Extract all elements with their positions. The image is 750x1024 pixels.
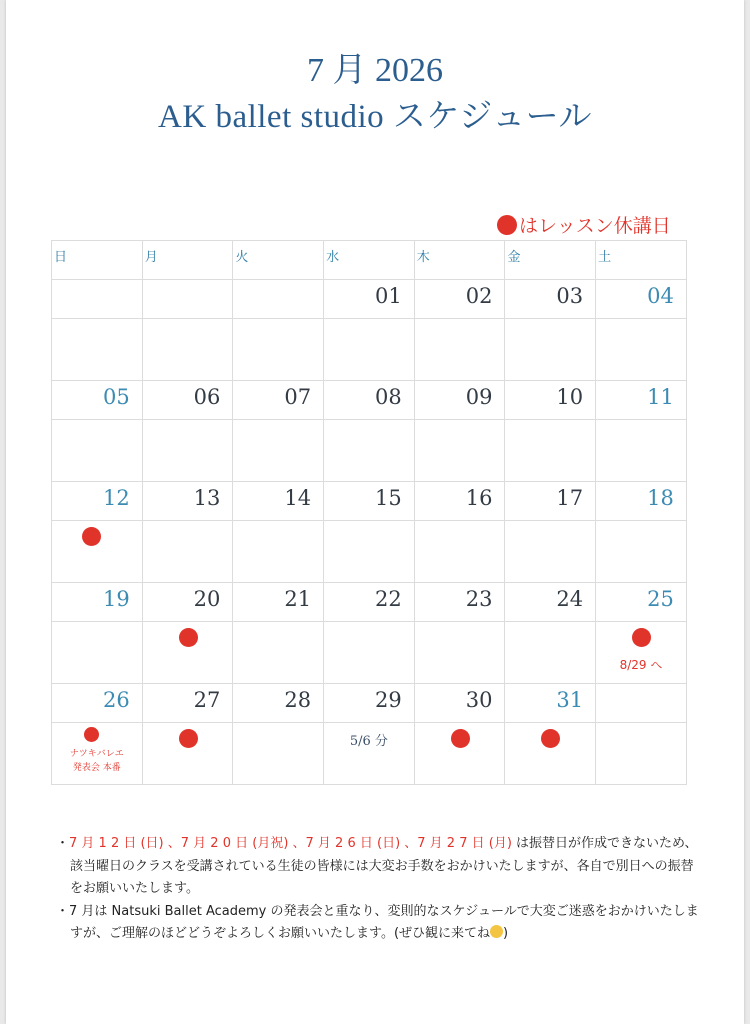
week-3-dates bbox=[52, 482, 687, 521]
day-cell bbox=[324, 482, 415, 521]
day-number: 06 bbox=[193, 385, 221, 409]
day-cell bbox=[233, 583, 324, 622]
recital-note-line2: 発表会 本番 bbox=[72, 763, 121, 773]
note-cell bbox=[414, 521, 505, 583]
day-number: 19 bbox=[102, 587, 130, 611]
day-cell bbox=[233, 381, 324, 420]
day-cell bbox=[505, 381, 596, 420]
week-4-notes bbox=[52, 622, 687, 684]
note-cell bbox=[142, 723, 233, 785]
note-cell bbox=[233, 521, 324, 583]
day-number: 21 bbox=[284, 587, 312, 611]
closed-day-legend bbox=[497, 211, 671, 238]
day-number: 28 bbox=[284, 688, 312, 712]
day-number: 13 bbox=[193, 486, 221, 510]
day-number: 07 bbox=[284, 385, 312, 409]
day-cell bbox=[414, 482, 505, 521]
closed-day-dot-icon bbox=[179, 729, 198, 748]
day-cell bbox=[596, 280, 687, 319]
day-number: 31 bbox=[556, 688, 584, 712]
day-number: 18 bbox=[647, 486, 674, 510]
weekday-cell bbox=[596, 241, 687, 280]
day-number: 03 bbox=[556, 284, 584, 308]
day-cell bbox=[596, 381, 687, 420]
day-cell bbox=[505, 482, 596, 521]
weekday-cell bbox=[233, 241, 324, 280]
day-number: 20 bbox=[193, 587, 221, 611]
note-cell bbox=[233, 319, 324, 381]
day-cell bbox=[505, 583, 596, 622]
note-cell bbox=[596, 622, 687, 684]
day-cell bbox=[142, 482, 233, 521]
day-cell bbox=[52, 381, 143, 420]
day-cell bbox=[142, 684, 233, 723]
day-number: 23 bbox=[465, 587, 493, 611]
legend-text: はレッスン休講日 bbox=[519, 215, 671, 237]
note-cell bbox=[142, 521, 233, 583]
note-cell bbox=[505, 723, 596, 785]
day-cell bbox=[505, 684, 596, 723]
day-number: 09 bbox=[465, 385, 493, 409]
weekday-sun: 日 bbox=[54, 250, 68, 265]
week-1-dates bbox=[52, 280, 687, 319]
day-cell bbox=[414, 583, 505, 622]
recital-note bbox=[52, 747, 142, 775]
weekday-cell bbox=[505, 241, 596, 280]
closed-day-dot-icon bbox=[84, 727, 99, 742]
note-cell bbox=[142, 420, 233, 482]
note-cell bbox=[142, 622, 233, 684]
weekday-fri: 金 bbox=[507, 250, 521, 265]
day-number: 27 bbox=[193, 688, 221, 712]
day-number: 10 bbox=[556, 385, 584, 409]
day-number: 15 bbox=[375, 486, 402, 510]
note-cell bbox=[324, 723, 415, 785]
note-cell bbox=[233, 723, 324, 785]
day-number: 01 bbox=[375, 284, 402, 308]
note-cell bbox=[233, 420, 324, 482]
empty-day-cell bbox=[596, 684, 687, 723]
studio-schedule-title: AK ballet studio スケジュール bbox=[158, 99, 592, 135]
day-cell bbox=[505, 280, 596, 319]
day-cell bbox=[142, 381, 233, 420]
note-cell bbox=[233, 622, 324, 684]
makeup-note-29: 5/6 分 bbox=[349, 734, 388, 749]
note-cell bbox=[324, 420, 415, 482]
day-number: 02 bbox=[465, 284, 493, 308]
closed-day-dot-icon bbox=[179, 628, 198, 647]
weekday-thu: 木 bbox=[416, 250, 430, 265]
weekday-cell bbox=[414, 241, 505, 280]
weekday-sat: 土 bbox=[598, 250, 612, 265]
week-5-dates bbox=[52, 684, 687, 723]
day-cell bbox=[414, 280, 505, 319]
calendar-grid bbox=[51, 240, 687, 785]
note-cell bbox=[505, 420, 596, 482]
day-cell bbox=[324, 583, 415, 622]
day-number: 29 bbox=[375, 688, 402, 712]
closed-day-dot-icon bbox=[82, 527, 101, 546]
note-cell bbox=[596, 420, 687, 482]
month-title: 7 月 2026 bbox=[307, 52, 443, 89]
note-cell bbox=[414, 420, 505, 482]
day-cell bbox=[52, 583, 143, 622]
weekday-wed: 水 bbox=[326, 250, 340, 265]
day-number: 14 bbox=[284, 486, 312, 510]
day-cell bbox=[414, 381, 505, 420]
note-cell bbox=[52, 521, 143, 583]
note-cell bbox=[52, 723, 143, 785]
note-cell bbox=[414, 622, 505, 684]
day-cell bbox=[52, 482, 143, 521]
note-cell bbox=[505, 521, 596, 583]
day-cell bbox=[324, 381, 415, 420]
day-cell bbox=[233, 482, 324, 521]
weekday-header-row bbox=[52, 241, 687, 280]
day-cell bbox=[414, 684, 505, 723]
week-4-dates bbox=[52, 583, 687, 622]
note-cell bbox=[414, 723, 505, 785]
weekday-mon: 月 bbox=[144, 250, 158, 265]
closed-day-dot-icon bbox=[451, 729, 470, 748]
note-cell bbox=[505, 319, 596, 381]
note-cell bbox=[596, 723, 687, 785]
day-number: 11 bbox=[647, 385, 674, 409]
closed-day-dot-icon bbox=[632, 628, 651, 647]
day-number: 30 bbox=[465, 688, 493, 712]
week-2-dates bbox=[52, 381, 687, 420]
empty-day-cell bbox=[142, 280, 233, 319]
note-cell bbox=[596, 521, 687, 583]
day-cell bbox=[233, 684, 324, 723]
weekday-cell bbox=[142, 241, 233, 280]
weekday-tue: 火 bbox=[235, 250, 249, 265]
note-recital-text: 7 月は Natsuki Ballet Academy の発表会と重なり、変則的なスケジュールで大変ご迷惑をおかけいたしますが、ご理解のほどどうぞよろしくお願いいたします。(ぜひ観に来てね bbox=[69, 903, 699, 941]
empty-day-cell bbox=[52, 280, 143, 319]
day-number: 12 bbox=[102, 486, 130, 510]
smile-emoji-icon bbox=[490, 925, 503, 938]
empty-day-cell bbox=[233, 280, 324, 319]
day-cell bbox=[324, 280, 415, 319]
day-number: 17 bbox=[556, 486, 584, 510]
note-closed-dates: 7 月 1 2 日 (日) 、7 月 2 0 日 (月祝) 、7 月 2 6 日 (日) 、7 月 2 7 日 (月) bbox=[69, 836, 512, 851]
note-cell bbox=[414, 319, 505, 381]
day-cell bbox=[596, 482, 687, 521]
day-number: 25 bbox=[647, 587, 674, 611]
day-number: 16 bbox=[465, 486, 493, 510]
note-cell bbox=[142, 319, 233, 381]
note-recital-end: ) bbox=[503, 926, 509, 941]
closed-dot-icon bbox=[497, 215, 517, 235]
closed-day-dot-icon bbox=[541, 729, 560, 748]
weekday-cell bbox=[52, 241, 143, 280]
note-cell bbox=[52, 622, 143, 684]
day-number: 04 bbox=[647, 284, 674, 308]
note-cell bbox=[596, 319, 687, 381]
day-cell bbox=[324, 684, 415, 723]
day-number: 24 bbox=[556, 587, 584, 611]
day-number: 26 bbox=[102, 688, 130, 712]
day-cell bbox=[596, 583, 687, 622]
day-number: 08 bbox=[375, 385, 402, 409]
note-cell bbox=[52, 319, 143, 381]
note-recital: ・7 月は Natsuki Ballet Academy の発表会と重なり、変則的なスケジュールで大変ご迷惑をおかけいたしますが、ご理解のほどどうぞよろしくお願いいたします。(ぜひ観に来てね ) bbox=[56, 903, 699, 941]
note-closed-days: ・7 月 1 2 日 (日) 、7 月 2 0 日 (月祝) 、7 月 2 6 日 (日) 、7 月 2 7 日 (月) は振替日が作成できないため、該当曜日のクラスを受講されている生徒の皆様には大変お手数をおかけいたしますが、各自で別日への振替をお願いいたします。 bbox=[56, 836, 698, 896]
day-cell bbox=[142, 583, 233, 622]
week-3-notes bbox=[52, 521, 687, 583]
recital-note-line1: ナツキバレエ bbox=[69, 749, 124, 759]
day-cell bbox=[52, 684, 143, 723]
note-cell bbox=[52, 420, 143, 482]
day-number: 05 bbox=[102, 385, 130, 409]
day-number: 22 bbox=[375, 587, 402, 611]
note-cell bbox=[505, 622, 596, 684]
note-closed-text: は振替日が作成できないため、該当曜日のクラスを受講されている生徒の皆様には大変お手数をおかけいたしますが、各自で別日への振替をお願いいたします。 bbox=[70, 836, 698, 896]
week-5-notes bbox=[52, 723, 687, 785]
footer-notes bbox=[56, 833, 706, 946]
weekday-cell bbox=[324, 241, 415, 280]
week-1-notes bbox=[52, 319, 687, 381]
week-2-notes bbox=[52, 420, 687, 482]
note-cell bbox=[324, 622, 415, 684]
note-cell bbox=[324, 319, 415, 381]
makeup-note-25: 8/29 へ bbox=[619, 658, 663, 672]
note-cell bbox=[324, 521, 415, 583]
